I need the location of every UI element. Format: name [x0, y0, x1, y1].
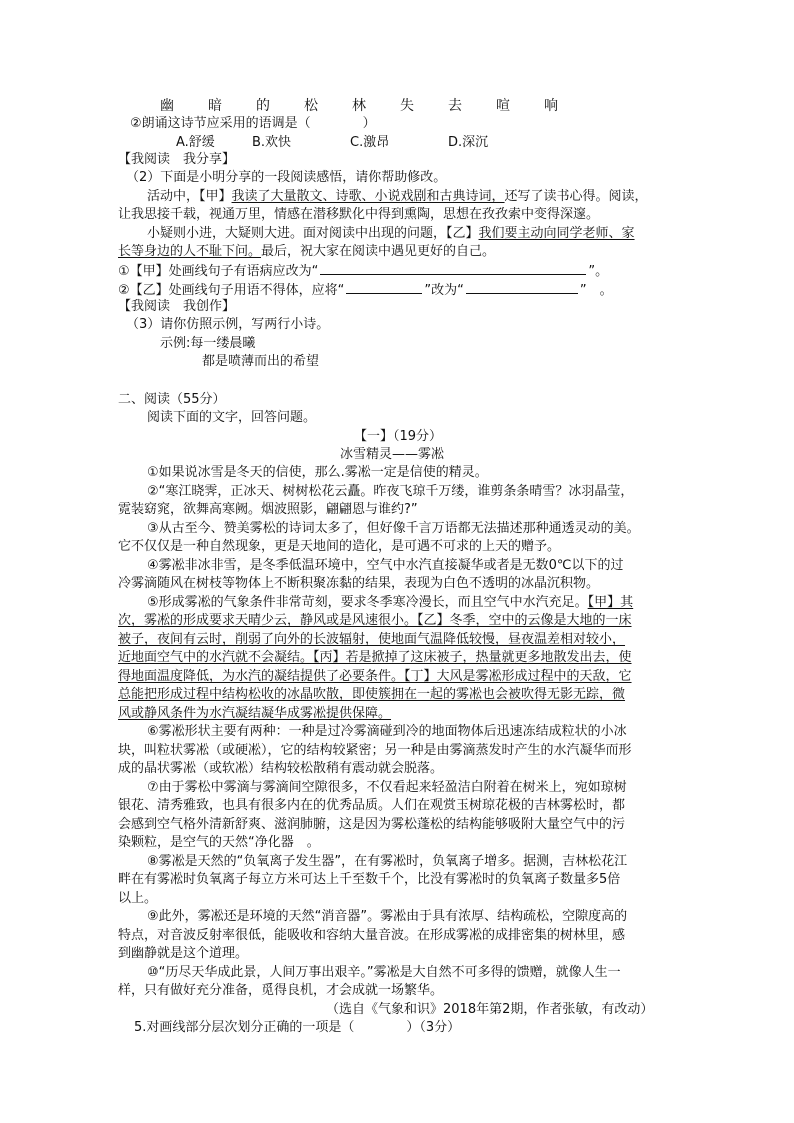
- option-c: C.激昂: [350, 135, 390, 150]
- question-3: （3）请你仿照示例，写两行小诗。: [126, 317, 330, 332]
- poem-char: 松: [304, 98, 318, 114]
- para-7-line2: 银花、清秀雅致，也具有很多内在的优秀品质。人们在观赏玉树琼花极的吉林雾松时，都: [118, 798, 626, 813]
- para-5-line7: 风或静风条件为水汽凝结凝华成雾凇提供保障。: [118, 706, 392, 721]
- para-5-line4: 近地面空气中的水汽就不会凝结。【丙】若是掀掉了这床被子，热量就更多地散发出去，使: [118, 650, 632, 665]
- text: 小疑则小进，大疑则大进。面对阅读中出现的问题，: [147, 226, 447, 241]
- text: ”改为“: [424, 283, 464, 298]
- poem-char: 喧: [496, 98, 510, 114]
- example-line2: 都是喷薄而出的希望: [202, 354, 320, 369]
- question-tone: ②朗诵这诗节应采用的语调是（ ）: [130, 116, 376, 131]
- part-2-heading: 二、阅读（55分）: [118, 392, 226, 407]
- poem-line: [160, 98, 592, 114]
- text: ”。: [588, 264, 609, 279]
- para-8-line2: 畔在有雾凇时负氧离子每立方米可达上千至数千个，比没有雾凇时的负氧离子数量多5倍: [118, 872, 621, 887]
- example-line1: 示例:每一缕晨曦: [160, 336, 256, 351]
- para-2-line2: 霓装窈窕，欲舞高寒阙。烟波照影，翩翩恩与谁约?”: [118, 502, 418, 517]
- para-8-line1: ⑧雾凇是天然的“负氧离子发生器”，在有雾凇时，负氧离子增多。据测，吉林松花江: [147, 854, 628, 869]
- part-2-intro: 阅读下面的文字，回答问题。: [147, 410, 317, 425]
- question-5: 5.对画线部分层次划分正确的一项是（ ）（3分）: [134, 1020, 461, 1035]
- text: ” 。: [579, 283, 613, 298]
- para-5-line2: 次，雾凇的形成要求天晴少云，静风或是风速很小。【乙】冬季，空中的云像是大地的一床: [118, 613, 632, 628]
- text: 活动中，: [147, 189, 200, 204]
- underlined-text: 【甲】其: [587, 595, 634, 610]
- para-5-line6: 总能把形成过程中结构松收的冰晶吹散，即使簇拥在一起的雾凇也会被吹得无影无踪，微: [118, 687, 626, 702]
- text: ⑤形成雾凇的气象条件非常苛刻，要求冬季寒冷漫长，而且空气中水汽充足。: [147, 595, 588, 610]
- para-9-line2: 特点，对音波反射率很低，能吸收和容纳大量音波。在形成雾凇的成排密集的树林里，感: [118, 928, 626, 943]
- underlined-sentence-yi: 我们要主动向同学老师、家: [478, 226, 635, 241]
- poem-char: 林: [352, 98, 366, 114]
- fix-jia: [118, 262, 608, 280]
- para-7-line3: 会感到空气格外清新舒爽、滋润肺腑，这是因为雾松蓬松的结构能够吸附大量空气中的污: [118, 817, 626, 832]
- answer-blank[interactable]: [346, 281, 422, 294]
- para-activity-line1: [147, 189, 648, 205]
- para-doubt-line1: [147, 226, 635, 242]
- text: 最后，祝大家在阅读中遇见更好的自己。: [261, 244, 496, 259]
- underlined-sentence-yi: 长等身边的人不耻下问。: [118, 244, 262, 259]
- para-4-line2: 冷雾滴随风在树枝等物体上不断积聚冻黏的结果，表现为白色不透明的冰晶沉积物。: [118, 576, 600, 591]
- option-b: B.欢快: [252, 135, 292, 150]
- marker-jia: 【甲】: [199, 189, 232, 204]
- para-2-line1: ②“寒江晓霁，正冰天、树树松花云矗。昨夜飞琼千万缕，谁剪条条晴雪？冰羽晶莹，: [147, 484, 634, 499]
- question-2-intro: （2）下面是小明分享的一段阅读感悟，请你帮助修改。: [126, 170, 447, 185]
- para-9-line1: ⑨此外，雾凇还是环境的天然“消音器”。雾凇由于具有浓厚、结构疏松，空隙度高的: [147, 909, 628, 924]
- fix-yi: [118, 281, 613, 299]
- underlined-sentence-jia: 我读了大量散文、诗歌、小说戏剧和古典诗词，: [231, 189, 505, 204]
- para-1: ①如果说冰雪是冬天的信使，那么.雾凇一定是信使的精灵。: [147, 465, 488, 480]
- para-10-line2: 样，只有做好充分准备，觅得良机，才会成就一场繁华。: [118, 983, 444, 998]
- poem-char: 去: [448, 98, 462, 114]
- para-10-line1: ⑩“历尽天华成此景，人间万事出艰辛。”雾凇是大自然不可多得的馈赠，就像人生一: [147, 965, 621, 980]
- para-4-line1: ④雾凇非冰非雪，是冬季低温环境中，空气中水汽直接凝华或者是无数0℃以下的过: [147, 558, 624, 573]
- para-5-line3: 被子，夜间有云时，削弱了向外的长波辐射，使地面气温降低较慢，昼夜温差相对较小，: [118, 632, 626, 647]
- para-6-line1: ⑥雾凇形状主要有两种：一种是过冷雾滴碰到冷的地面物体后迅速冻结成粒状的小冰: [147, 724, 627, 739]
- text: ①【甲】处画线句子有语病应改为“: [118, 264, 319, 279]
- option-a: A.舒缓: [176, 135, 215, 150]
- text: ②【乙】处画线句子用语不得体，应将“: [118, 283, 345, 298]
- option-d: D.深沉: [448, 135, 489, 150]
- answer-blank[interactable]: [320, 262, 586, 275]
- para-6-line2: 块，叫粒状雾凇（或硬凇），它的结构较紧密；另一种是由雾滴蒸发时产生的水汽凝华而形: [118, 743, 632, 758]
- article-title: 冰雪精灵——雾凇: [340, 447, 445, 462]
- poem-char: 失: [400, 98, 414, 114]
- para-3-line1: ③从古至今、赞美雾松的诗词太多了，但好像千言万语都无法描述那种通透灵动的美。: [147, 521, 640, 536]
- article-number: 【一】（19分）: [354, 429, 443, 444]
- para-7-line4: 染颗粒，是空气的天然“净化器 。: [118, 835, 320, 850]
- para-9-line3: 到幽静就是这个道理。: [118, 946, 249, 961]
- section-share: 【我阅读 我分享】: [118, 152, 236, 167]
- para-doubt-line2: [118, 244, 495, 260]
- poem-char: 的: [256, 98, 270, 114]
- poem-char: 幽: [160, 98, 174, 114]
- para-5-line5: 得地面温度降低，为水汽的凝结提供了必要条件。【丁】大风是雾凇形成过程中的天敌，它: [118, 669, 632, 684]
- poem-char: 响: [544, 98, 558, 114]
- marker-yi: 【乙】: [446, 226, 479, 241]
- para-3-line2: 它不仅仅是一种自然现象，更是天地间的造化，是可遇不可求的上天的赠予。: [118, 539, 561, 554]
- answer-blank[interactable]: [466, 281, 578, 294]
- para-activity-line2: 让我思接千载，视通万里，情感在潜移默化中得到熏陶，思想在孜孜索中变得深邃。: [118, 207, 600, 222]
- article-source: （选自《气象和识》2018年第2期，作者张敏，有改动）: [326, 1002, 654, 1017]
- para-6-line3: 成的晶状雾凇（或软凇）结构较松散稍有震动就会脱落。: [118, 761, 444, 776]
- para-8-line3: 以上。: [118, 891, 158, 906]
- text: 还写了读书心得。阅读，: [504, 189, 648, 204]
- para-7-line1: ⑦由于雾松中雾滴与雾滴间空隙很多，不仅看起来轻盈洁白附着在树米上，宛如琼树: [147, 780, 627, 795]
- poem-char: 暗: [208, 98, 222, 114]
- section-create: 【我阅读 我创作】: [118, 299, 236, 314]
- para-5-line1: [147, 595, 633, 611]
